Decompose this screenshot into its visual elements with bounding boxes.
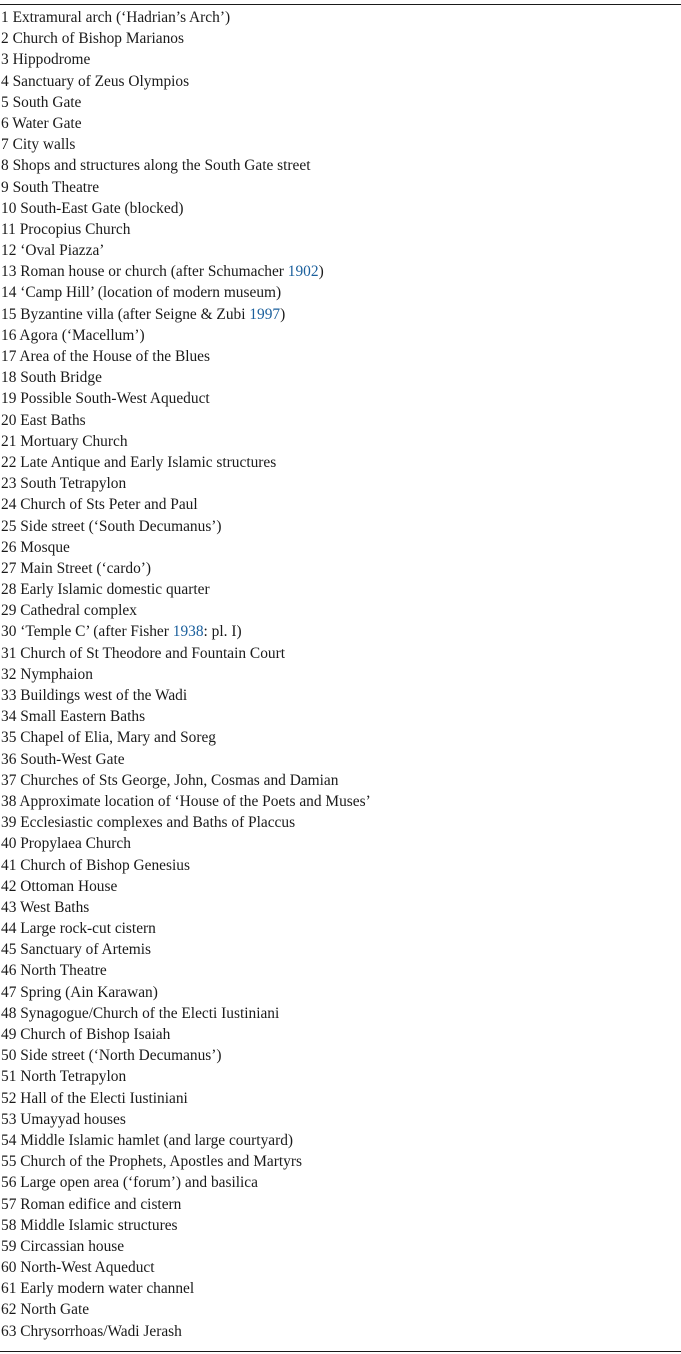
legend-item-number: 34 xyxy=(1,708,17,726)
legend-item xyxy=(0,664,681,685)
legend-item-label: West Baths xyxy=(19,898,90,916)
legend-item xyxy=(0,1003,681,1024)
legend-item-number: 42 xyxy=(1,877,17,895)
legend-item-label: Ecclesiastic complexes and Baths of Placcus xyxy=(20,814,296,832)
legend-item-label: North Gate xyxy=(20,1301,90,1319)
legend-item xyxy=(0,918,681,939)
legend-item xyxy=(0,1257,681,1278)
legend-item-number: 23 xyxy=(1,475,17,493)
legend-item-number: 12 xyxy=(1,242,17,260)
legend-item-label: Circassian house xyxy=(20,1237,125,1255)
legend-item-number: 63 xyxy=(1,1322,17,1340)
legend-item xyxy=(0,304,681,325)
legend-item-number: 18 xyxy=(1,369,17,387)
legend-item-label: Approximate location of ‘House of the Poets and Muses’ xyxy=(19,792,371,810)
citation-year-link[interactable]: 1902 xyxy=(287,263,319,281)
legend-item xyxy=(0,727,681,748)
legend-item xyxy=(0,939,681,960)
legend-item-number: 60 xyxy=(1,1259,17,1277)
legend-item-label: Water Gate xyxy=(12,114,82,132)
legend-item-label-suffix: ) xyxy=(280,305,286,323)
legend-item-number: 11 xyxy=(1,220,16,238)
legend-item-label: Shops and structures along the South Gate street xyxy=(12,157,311,175)
legend-item xyxy=(0,240,681,261)
legend-item-label: Church of St Theodore and Fountain Court xyxy=(20,644,285,662)
legend-item xyxy=(0,71,681,92)
legend-item xyxy=(0,7,681,28)
legend-item-number: 56 xyxy=(1,1174,17,1192)
legend-item xyxy=(0,621,681,642)
legend-item xyxy=(0,388,681,409)
legend-item-label: Extramural arch (‘Hadrian’s Arch’) xyxy=(12,9,231,26)
legend-item-label: East Baths xyxy=(20,411,86,429)
legend-item-label: Church of Sts Peter and Paul xyxy=(20,496,198,514)
legend-item-number: 14 xyxy=(1,284,17,302)
legend-item xyxy=(0,516,681,537)
legend-item-label: Roman edifice and cistern xyxy=(20,1195,182,1213)
legend-item-label: North Theatre xyxy=(20,962,107,980)
legend-item xyxy=(0,473,681,494)
legend-item-number: 33 xyxy=(1,687,17,704)
legend-item-number: 2 xyxy=(1,30,9,48)
legend-item-label: South Bridge xyxy=(20,369,102,387)
legend-item-label: Side street (‘North Decumanus’) xyxy=(20,1047,222,1065)
legend-item-number: 6 xyxy=(1,114,9,132)
legend-item xyxy=(0,1045,681,1066)
legend-item-number: 49 xyxy=(1,1026,17,1043)
legend-item-number: 44 xyxy=(1,920,17,938)
legend-item-number: 20 xyxy=(1,411,17,429)
legend-item-number: 53 xyxy=(1,1110,17,1128)
legend-item-number: 50 xyxy=(1,1047,17,1065)
legend-item-number: 28 xyxy=(1,581,17,599)
legend-item-number: 26 xyxy=(1,538,17,556)
legend-item-number: 39 xyxy=(1,814,17,832)
legend-item-number: 10 xyxy=(1,199,17,217)
legend-item-label: ‘Temple C’ (after Fisher xyxy=(20,623,173,641)
legend-item-number: 9 xyxy=(1,178,9,196)
legend-item-number: 25 xyxy=(1,517,17,535)
citation-year-link[interactable]: 1997 xyxy=(249,305,281,323)
legend-item-number: 46 xyxy=(1,962,17,980)
legend-item-number: 13 xyxy=(1,263,17,281)
legend-item-label: Middle Islamic hamlet (and large courtyard) xyxy=(20,1131,294,1149)
legend-item-label: Middle Islamic structures xyxy=(20,1216,178,1234)
legend-item-number: 43 xyxy=(1,898,17,916)
legend-item-label: South Gate xyxy=(12,93,82,111)
legend-item xyxy=(0,1088,681,1109)
legend-item-label: Early Islamic domestic quarter xyxy=(20,581,210,599)
legend-item xyxy=(0,1236,681,1257)
legend-item-label: Side street (‘South Decumanus’) xyxy=(20,517,222,535)
legend-item-label: Cathedral complex xyxy=(20,602,137,620)
legend-item-number: 54 xyxy=(1,1131,17,1149)
legend-item xyxy=(0,494,681,515)
legend-item xyxy=(0,92,681,113)
legend-item-label: ‘Camp Hill’ (location of modern museum) xyxy=(20,284,282,302)
legend-item-number: 47 xyxy=(1,983,17,1001)
legend-item-label: Main Street (‘cardo’) xyxy=(20,559,152,577)
legend-item-label: North-West Aqueduct xyxy=(20,1259,155,1277)
legend-item xyxy=(0,812,681,833)
legend-item-label: Chapel of Elia, Mary and Soreg xyxy=(20,729,216,747)
legend-item xyxy=(0,1172,681,1193)
legend-item-label: Churches of Sts George, John, Cosmas and Damian xyxy=(20,771,339,789)
legend-item-number: 37 xyxy=(1,771,17,789)
legend-item xyxy=(0,367,681,388)
legend-item-number: 27 xyxy=(1,559,17,577)
legend-item-label: Hall of the Electi Iustiniani xyxy=(20,1089,188,1107)
legend-item-label: Spring (Ain Karawan) xyxy=(20,983,158,1001)
legend-item-label: ‘Oval Piazza’ xyxy=(20,242,105,260)
legend-item xyxy=(0,1151,681,1172)
legend-item-label: Large open area (‘forum’) and basilica xyxy=(20,1174,258,1192)
legend-item-number: 48 xyxy=(1,1004,17,1022)
legend-item-number: 36 xyxy=(1,750,17,768)
legend-item xyxy=(0,643,681,664)
legend-item-label: Sanctuary of Artemis xyxy=(20,941,152,959)
legend-item xyxy=(0,261,681,282)
legend-item-label: Umayyad houses xyxy=(20,1110,126,1128)
legend-item xyxy=(0,1109,681,1130)
legend-item-label: Early modern water channel xyxy=(20,1280,195,1298)
legend-item xyxy=(0,982,681,1003)
legend-item-number: 22 xyxy=(1,453,17,471)
legend-item-label: Ottoman House xyxy=(20,877,118,895)
legend-item-number: 58 xyxy=(1,1216,17,1234)
legend-item xyxy=(0,960,681,981)
legend-item-label: Church of Bishop Genesius xyxy=(20,856,190,874)
legend-item-number: 51 xyxy=(1,1068,17,1086)
legend-item-label: North Tetrapylon xyxy=(20,1068,127,1086)
legend-item xyxy=(0,431,681,452)
legend-item-label: Chrysorrhoas/Wadi Jerash xyxy=(20,1322,182,1340)
legend-item-label-suffix: ) xyxy=(318,263,324,281)
legend-item-number: 32 xyxy=(1,665,17,683)
legend-item-label: South-West Gate xyxy=(20,750,125,768)
legend-item-label: South-East Gate (blocked) xyxy=(20,199,184,217)
legend-item-number: 61 xyxy=(1,1280,17,1298)
legend-item-label: Sanctuary of Zeus Olympios xyxy=(12,72,190,90)
legend-item-label: Late Antique and Early Islamic structures xyxy=(20,453,277,471)
legend-item xyxy=(0,685,681,706)
legend-item-label: Mortuary Church xyxy=(20,432,128,450)
legend-item-number: 57 xyxy=(1,1195,17,1213)
legend-item-number: 4 xyxy=(1,72,9,90)
top-rule xyxy=(0,4,681,5)
legend-item-number: 59 xyxy=(1,1237,17,1255)
legend-item xyxy=(0,177,681,198)
legend-item-label: Hippodrome xyxy=(12,51,91,69)
legend-item-label: Roman house or church (after Schumacher xyxy=(20,263,288,281)
legend-item-label: Large rock-cut cistern xyxy=(20,920,156,938)
legend-item xyxy=(0,897,681,918)
legend-item xyxy=(0,410,681,431)
legend-item-number: 52 xyxy=(1,1089,17,1107)
legend-item-label: Area of the House of the Blues xyxy=(19,348,211,365)
legend-item xyxy=(0,833,681,854)
legend-item-number: 19 xyxy=(1,390,17,408)
legend-item-number: 45 xyxy=(1,941,17,959)
legend-item xyxy=(0,600,681,621)
legend-item-number: 8 xyxy=(1,157,9,175)
legend-item xyxy=(0,1215,681,1236)
legend-item xyxy=(0,770,681,791)
legend-item xyxy=(0,49,681,70)
legend-item-label: South Theatre xyxy=(12,178,100,196)
legend-item xyxy=(0,579,681,600)
legend-item xyxy=(0,1024,681,1045)
legend-item-number: 3 xyxy=(1,51,9,69)
legend-item xyxy=(0,1278,681,1299)
legend-item-number: 38 xyxy=(1,792,17,810)
legend-item-label: City walls xyxy=(12,136,76,154)
legend-item-label: Small Eastern Baths xyxy=(20,708,146,726)
legend-item xyxy=(0,537,681,558)
legend-item-number: 16 xyxy=(1,326,17,344)
legend-item-number: 5 xyxy=(1,93,9,111)
site-legend-list xyxy=(0,7,681,1342)
legend-item-label: Church of Bishop Marianos xyxy=(12,30,184,48)
legend-item xyxy=(0,113,681,134)
legend-item xyxy=(0,855,681,876)
legend-item xyxy=(0,706,681,727)
legend-item-number: 7 xyxy=(1,136,9,154)
legend-item xyxy=(0,134,681,155)
legend-item xyxy=(0,219,681,240)
legend-item-label: Agora (‘Macellum’) xyxy=(19,326,145,344)
legend-item xyxy=(0,282,681,303)
legend-item xyxy=(0,198,681,219)
legend-item-number: 17 xyxy=(1,348,17,365)
legend-item-label: Propylaea Church xyxy=(20,835,131,853)
legend-item-number: 1 xyxy=(1,9,9,26)
legend-item-number: 55 xyxy=(1,1153,17,1171)
legend-item xyxy=(0,1321,681,1342)
legend-item-number: 24 xyxy=(1,496,17,514)
legend-item-label: Procopius Church xyxy=(19,220,131,238)
legend-item-number: 62 xyxy=(1,1301,17,1319)
legend-item-label: Possible South-West Aqueduct xyxy=(20,390,210,408)
legend-item-label: Mosque xyxy=(20,538,70,556)
legend-item xyxy=(0,346,681,367)
legend-item xyxy=(0,1066,681,1087)
legend-item-label: South Tetrapylon xyxy=(20,475,127,493)
legend-item-label: Nymphaion xyxy=(20,665,93,683)
legend-item-number: 15 xyxy=(1,305,17,323)
legend-item-number: 41 xyxy=(1,856,17,874)
legend-item xyxy=(0,452,681,473)
legend-item xyxy=(0,749,681,770)
legend-item xyxy=(0,1194,681,1215)
legend-item xyxy=(0,876,681,897)
legend-item-label: Byzantine villa (after Seigne & Zubi xyxy=(20,305,250,323)
legend-item-number: 30 xyxy=(1,623,17,641)
legend-item-number: 29 xyxy=(1,602,17,620)
legend-item-label: Church of Bishop Isaiah xyxy=(20,1026,171,1043)
legend-item-number: 21 xyxy=(1,432,17,450)
legend-item-label-suffix: : pl. I) xyxy=(203,623,242,641)
legend-item xyxy=(0,1130,681,1151)
legend-item-label: Buildings west of the Wadi xyxy=(20,687,188,704)
legend-item xyxy=(0,325,681,346)
legend-item xyxy=(0,1299,681,1320)
citation-year-link[interactable]: 1938 xyxy=(172,623,204,641)
bottom-rule xyxy=(0,1351,681,1352)
legend-item-label: Church of the Prophets, Apostles and Martyrs xyxy=(20,1153,302,1171)
legend-item-number: 31 xyxy=(1,644,17,662)
legend-item xyxy=(0,155,681,176)
legend-item xyxy=(0,28,681,49)
legend-item-label: Synagogue/Church of the Electi Iustiniani xyxy=(20,1004,280,1022)
legend-item-number: 40 xyxy=(1,835,17,853)
legend-item xyxy=(0,558,681,579)
legend-item-number: 35 xyxy=(1,729,17,747)
legend-item xyxy=(0,791,681,812)
